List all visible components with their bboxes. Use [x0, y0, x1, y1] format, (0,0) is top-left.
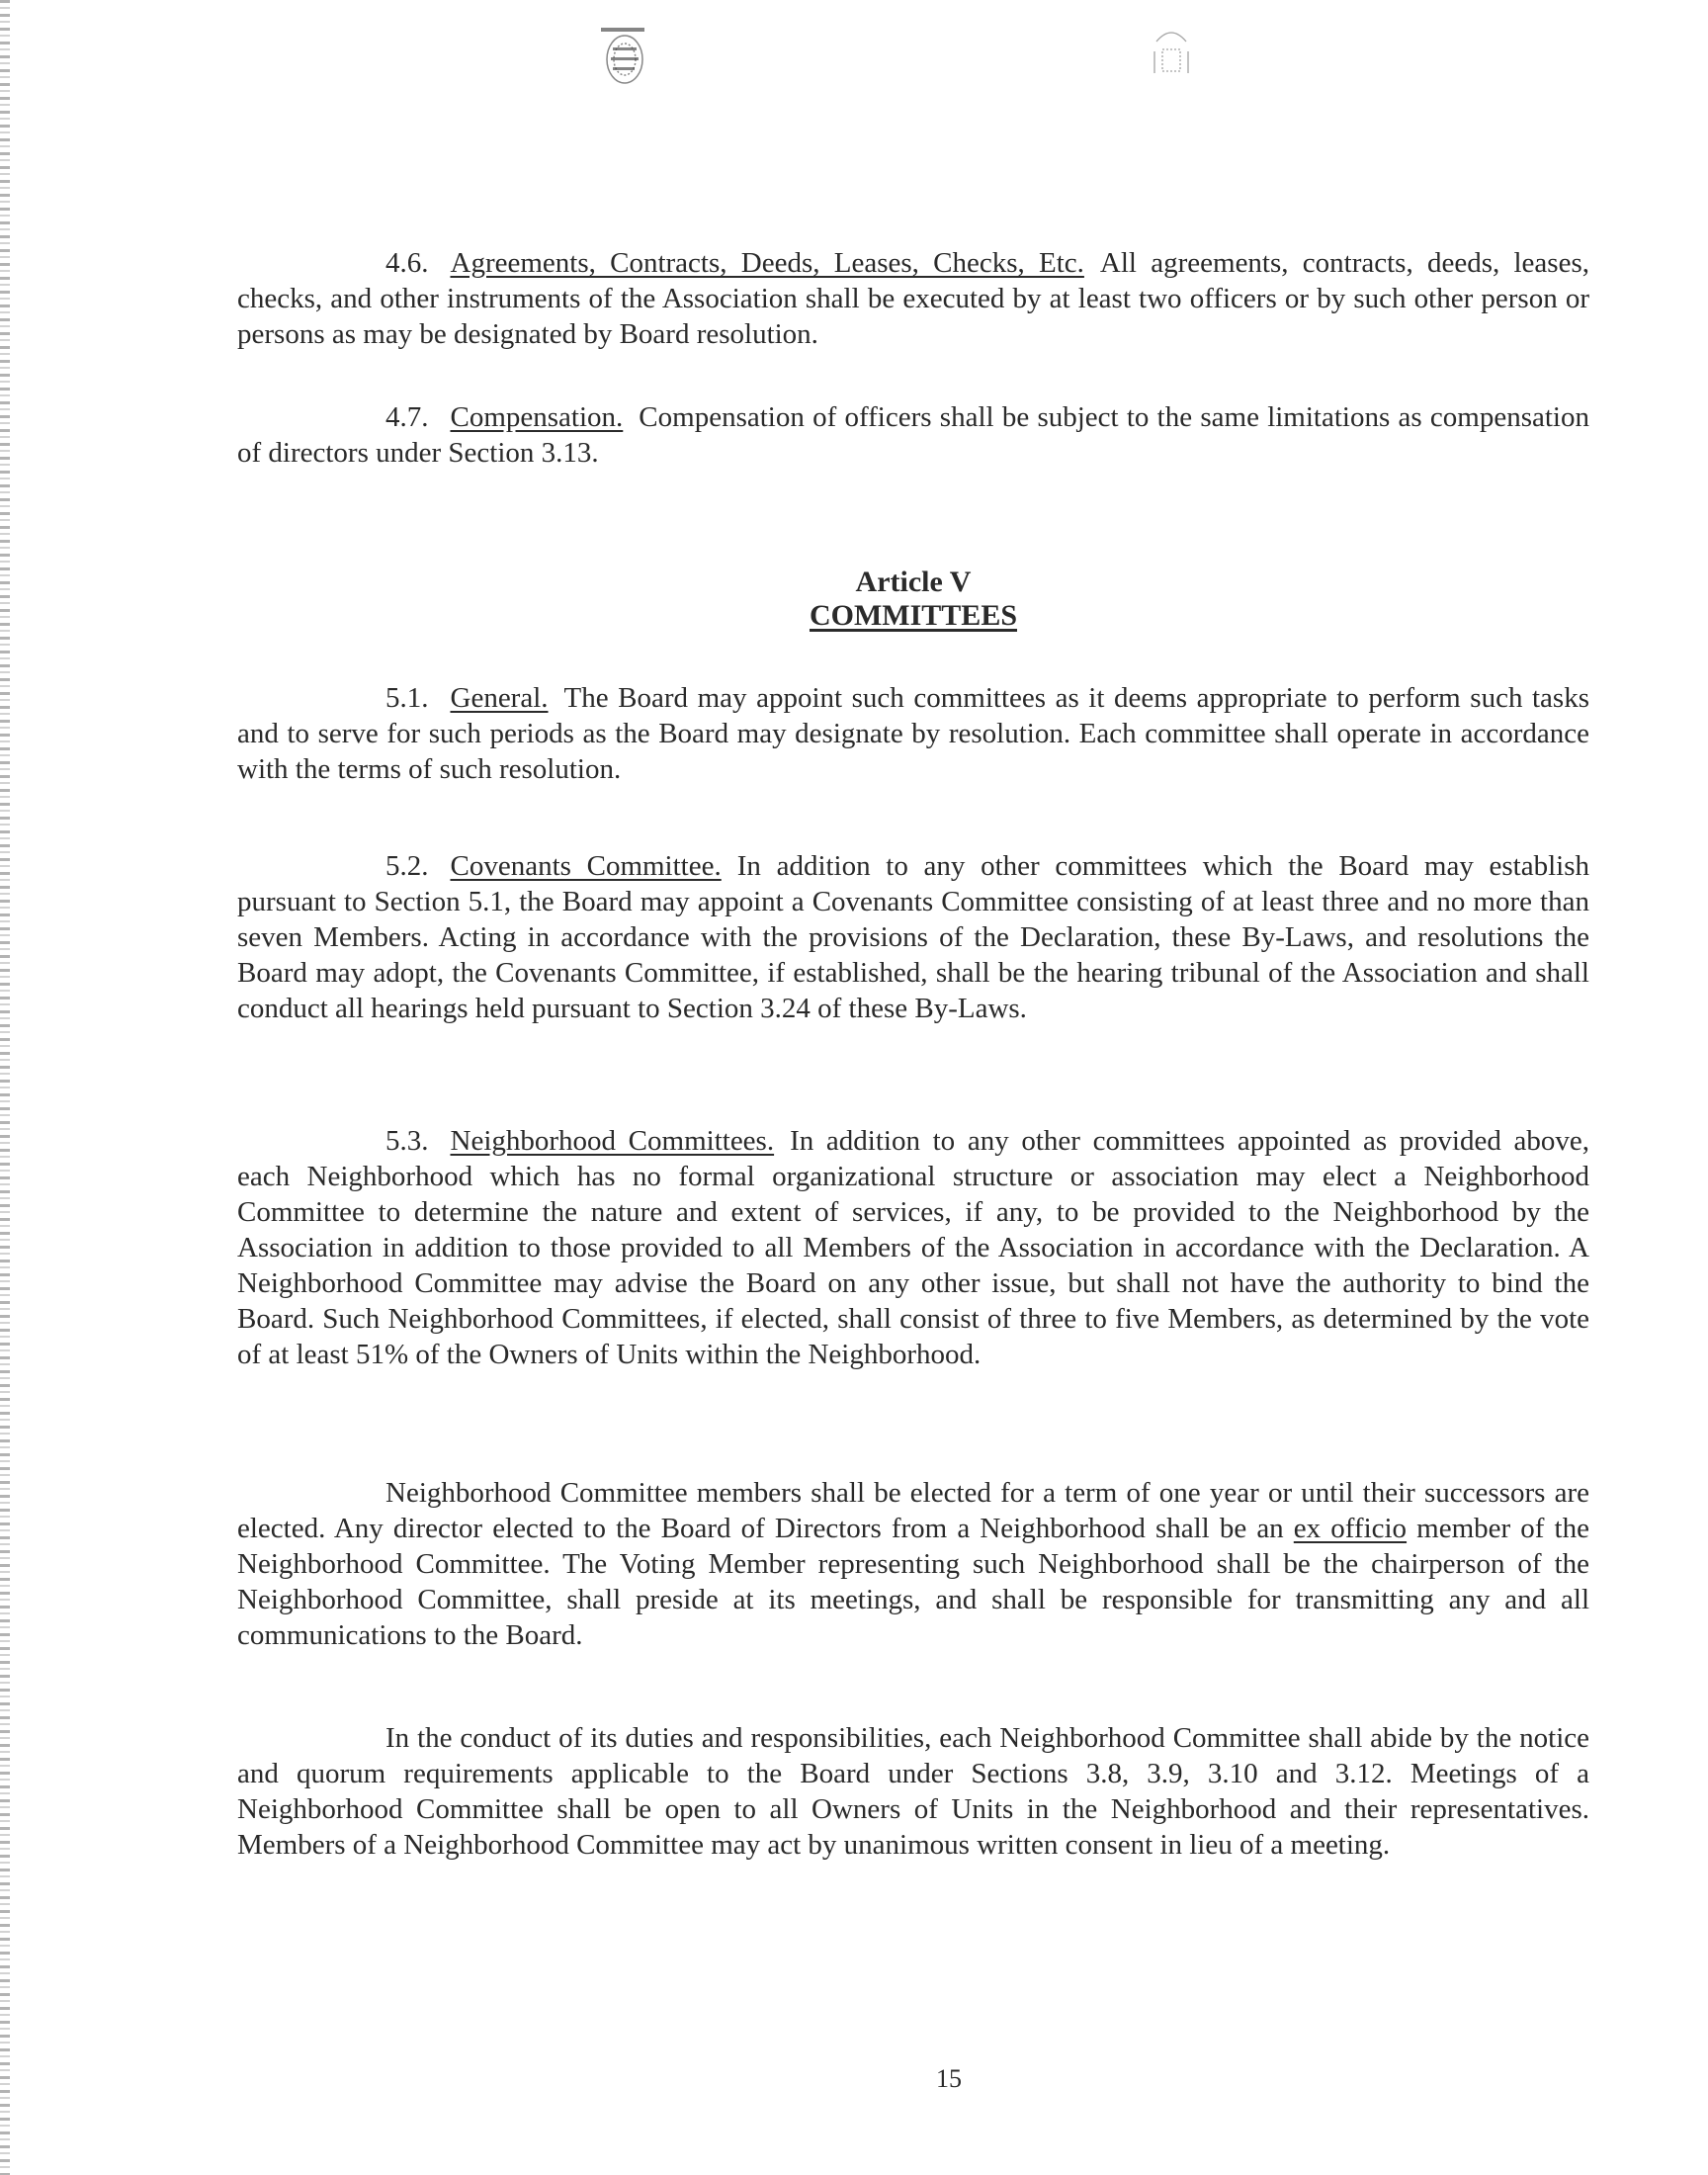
- section-5-3: [237, 1123, 1589, 1372]
- article-label: Article V: [855, 566, 972, 598]
- article-heading: [237, 566, 1589, 633]
- section-caption: Neighborhood Committees.: [450, 1125, 775, 1157]
- paragraph-committee-conduct: [237, 1720, 1589, 1863]
- section-number: 4.7.: [385, 401, 429, 433]
- section-body: All agreements, contracts, deeds, leases, checks, and other instruments of the Association shall be executed by at least two officers or by such other person or persons as may be designated by Board resolution.: [237, 247, 1589, 350]
- section-body: The Board may appoint such committees as it deems appropriate to perform such tasks and to serve for such periods as the Board may designate by resolution. Each committee shall operate in accordance with the terms of such resolution.: [237, 682, 1589, 785]
- scan-binding-edge: [0, 0, 10, 2175]
- article-title: COMMITTEES: [809, 599, 1018, 632]
- notary-seal-right-icon: [1147, 22, 1196, 91]
- section-caption: General.: [450, 682, 549, 714]
- paragraph-text-after: member of the Neighborhood Committee. The Voting Member representing such Neighborhood shall be the chairperson of the Neighborhood Committee, shall preside at its meetings, and shall be responsible for transmitting any and all communications to the Board.: [237, 1513, 1589, 1651]
- paragraph-text: In the conduct of its duties and responsibilities, each Neighborhood Committee shall abide by the notice and quorum requirements applicable to the Board under Sections 3.8, 3.9, 3.10 and 3.12. Meetings of a Neighborhood Committee shall be open to all Owners of Units in the Neighborhood and their representatives. Members of a Neighborhood Committee may act by unanimous written consent in lieu of a meeting.: [237, 1722, 1589, 1861]
- section-number: 5.2.: [385, 850, 429, 882]
- section-body: In addition to any other committees appointed as provided above, each Neighborhood which has no formal organizational structure or association may elect a Neighborhood Committee to determine the nature and extent of services, if any, to be provided to the Neighborhood by the Association in addition to those provided to all Members of the Association in accordance with the Declaration. A Neighborhood Committee may advise the Board on any other issue, but shall not have the authority to bind the Board. Such Neighborhood Committees, if elected, shall consist of three to five Members, as determined by the vote of at least 51% of the Owners of Units within the Neighborhood.: [237, 1125, 1589, 1370]
- section-number: 5.1.: [385, 682, 429, 714]
- section-4-7: [237, 399, 1589, 471]
- section-4-6: [237, 245, 1589, 352]
- paragraph-committee-members: [237, 1475, 1589, 1653]
- section-number: 4.6.: [385, 247, 429, 279]
- section-body: In addition to any other committees which the Board may establish pursuant to Section 5.1, the Board may appoint a Covenants Committee consisting of at least three and no more than seven Members. Acting in accordance with the provisions of the Declaration, these By-Laws, and resolutions the Board may adopt, the Covenants Committee, if established, shall be the hearing tribunal of the Association and shall conduct all hearings held pursuant to Section 3.24 of these By-Laws.: [237, 850, 1589, 1024]
- section-caption: Compensation.: [450, 401, 624, 433]
- section-caption: Agreements, Contracts, Deeds, Leases, Checks, Etc.: [450, 247, 1084, 279]
- section-caption: Covenants Committee.: [450, 850, 722, 882]
- notary-seal-left-icon: [593, 22, 652, 91]
- section-number: 5.3.: [385, 1125, 429, 1157]
- latin-term: ex officio: [1293, 1513, 1408, 1544]
- section-body: Compensation of officers shall be subject to the same limitations as compensation of directors under Section 3.13.: [237, 401, 1589, 469]
- page-number: 15: [936, 2064, 962, 2093]
- section-5-1: [237, 680, 1589, 787]
- section-5-2: [237, 848, 1589, 1026]
- paragraph-text-before: Neighborhood Committee members shall be elected for a term of one year or until their successors are elected. Any director elected to the Board of Directors from a Neighborhood shall be an: [237, 1477, 1589, 1544]
